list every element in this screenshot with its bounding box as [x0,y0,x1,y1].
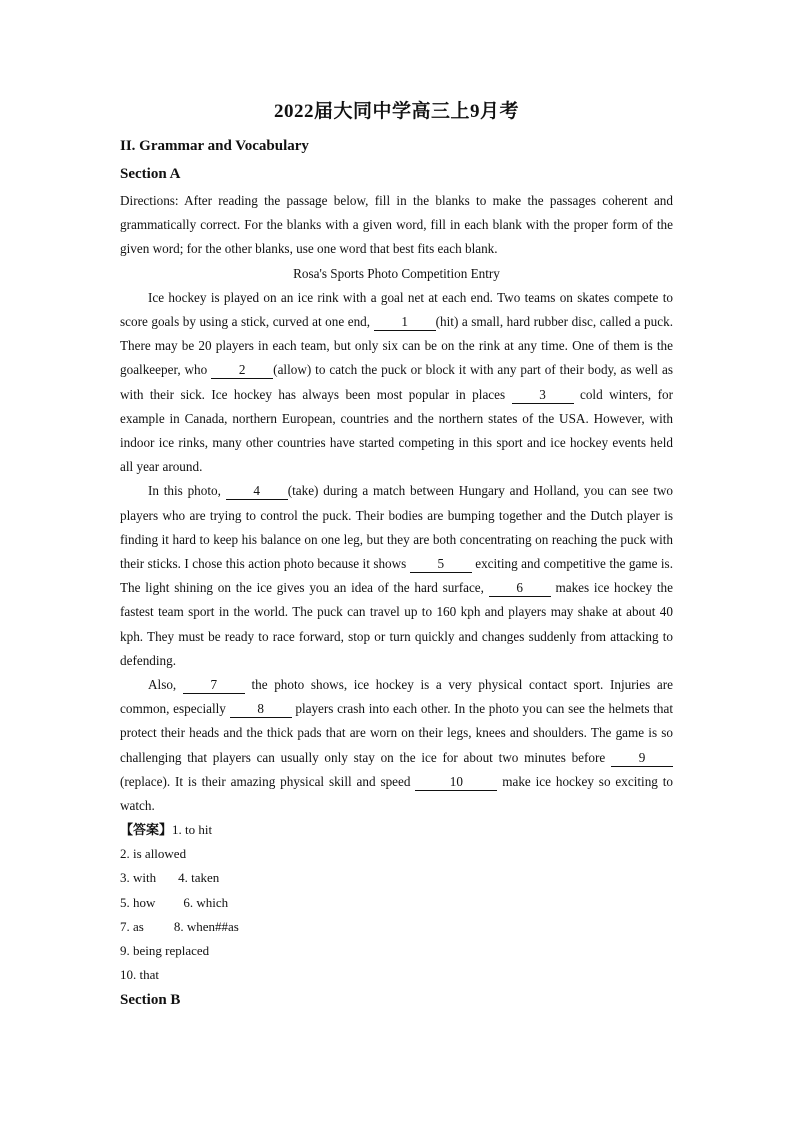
blank-10[interactable]: 10 [415,773,497,791]
passage-title: Rosa's Sports Photo Competition Entry [293,265,500,281]
answer-5: 5. how [120,894,156,910]
directions: Directions: After reading the passage below, fill in the blanks to make the passages coherent and grammatically correct. For the blanks with a given word, fill in each blank with the proper form of the given word; for the other blanks, use one word that best fits each blank. [120,193,673,257]
blank-5[interactable]: 5 [410,555,472,573]
answer-3: 3. with [120,870,157,886]
blank-3[interactable]: 3 [512,386,574,404]
answer-6: 6. which [183,894,229,910]
passage-content [120,189,673,818]
section-a-heading: Section A [120,166,181,182]
answer-line-2 [120,842,673,866]
blank-8[interactable]: 8 [230,700,292,718]
answer-2: 2. is allowed [120,846,187,862]
blank-9[interactable]: 9 [611,749,673,767]
answer-line-4 [120,891,673,915]
blank-2[interactable]: 2 [211,361,273,379]
blank-6[interactable]: 6 [489,579,551,597]
answer-line-7 [120,963,673,987]
answer-8: 8. when##as [173,918,239,934]
answer-9: 9. being replaced [120,942,210,958]
blank-4[interactable]: 4 [226,482,288,500]
page-title: 2022届大同中学高三上9月考 [273,101,519,122]
paragraph-2: In this photo, 4 (take) during a match between Hungary and Holland, you can see two players who are trying to control the puck. Their bodies are bumping together and the Dutch player is finding it hard to keep his balance on one leg, but they are both concentrating on reaching the puck with their sticks. I chose this action photo because it shows 5 exciting and competitive the game is. The light shining on the ice gives you an idea of the hard surface, 6 makes ice hockey the fastest team sport in the world. The puck can travel up to 160 kph and players may shake at about 40 kph. They must be ready to race forward, stop or turn quickly and changes suddenly from attacking to defending. [120,483,674,668]
answer-1: 1. to hit [172,822,213,837]
section-b-heading: Section B [120,992,181,1008]
answer-7: 7. as [120,918,144,934]
paragraph-1: Ice hockey is played on an ice rink with a goal net at each end. Two teams on skates compete to score goals by using a stick, curved at one end, 1 (hit) a small, hard rubber disc, called a puck. There may be 20 players in each team, but only six can be on the rink at any time. One of them is the goalkeeper, who 2 (allow) to catch the puck or block it with any part of their body, as well as with their sick. Ice hockey has always been most popular in places 3 cold winters, for example in Canada, northern European, countries and the northern states of the USA. However, with indoor ice rinks, many other countries have started competing in this sport and ice hockey events held all year around. [120,289,674,475]
answer-tag: 【答案】 [120,822,173,837]
answer-line-3 [120,866,673,890]
answer-key [120,818,673,987]
answer-line-5 [120,915,673,939]
answer-10: 10. that [120,967,159,983]
section-heading: II. Grammar and Vocabulary [120,138,309,154]
answer-4: 4. taken [178,870,220,886]
blank-1[interactable]: 1 [374,313,436,331]
answer-line-1 [120,818,673,842]
answer-line-6 [120,939,673,963]
blank-7[interactable]: 7 [183,676,245,694]
paragraph-3: Also, 7 the photo shows, ice hockey is a very physical contact sport. Injuries are common, especially 8 players crash into each other. In the photo you can see the helmets that protect their heads and the thick pads that are worn on their legs, knees and shoulders. The game is so challenging that players can usually only stay on the ice for about two minutes before 9 (replace). It is their amazing physical skill and speed 10 make ice hockey so exciting to watch. [120,677,673,814]
